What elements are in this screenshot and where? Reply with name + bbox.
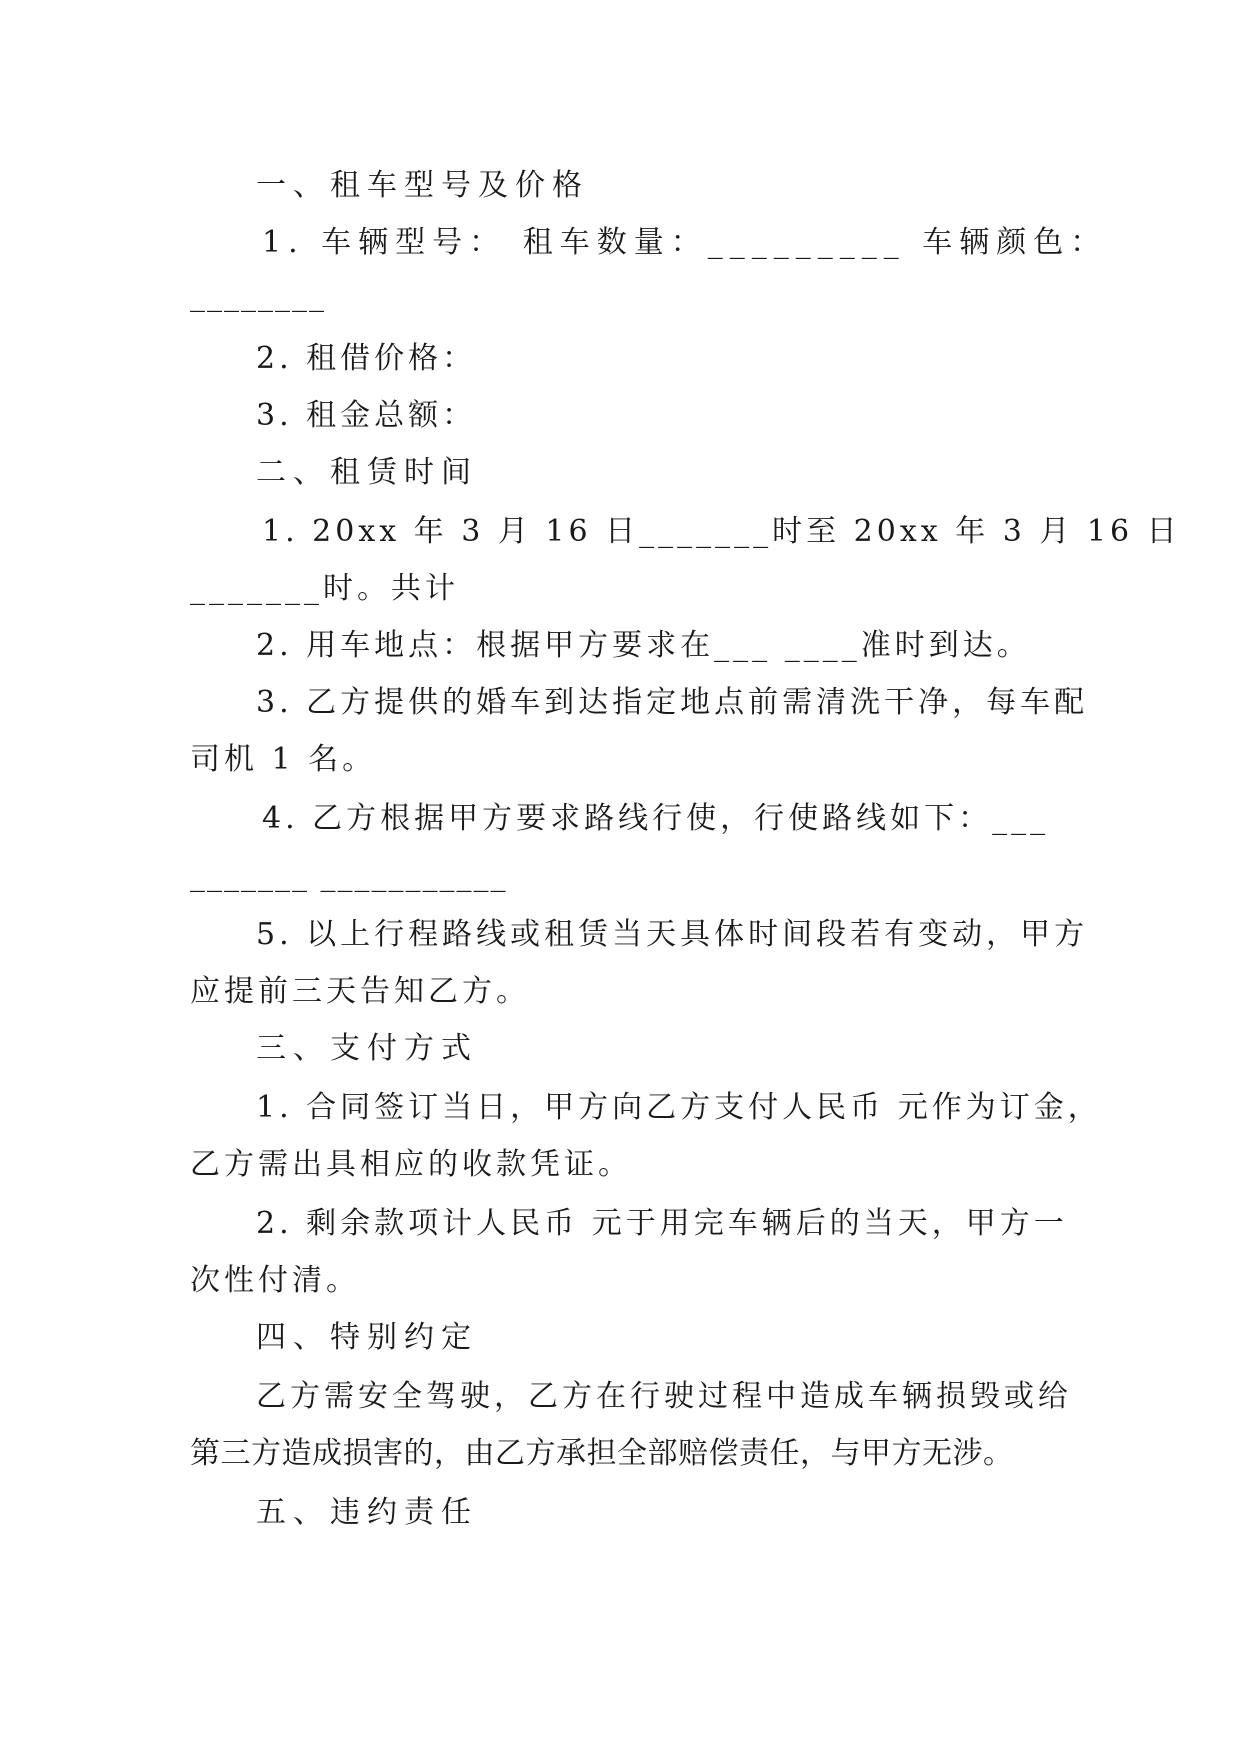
- section-heading-3: 三、支付方式: [256, 1031, 478, 1066]
- paragraph-line: 3. 租金总额：: [256, 398, 477, 433]
- paragraph-line: 应提前三天告知乙方。: [190, 974, 530, 1009]
- paragraph-line: 2. 剩余款项计人民币 元于用完车辆后的当天，甲方一: [256, 1206, 1068, 1241]
- paragraph-line: 1. 合同签订当日，甲方向乙方支付人民币 元作为订金，: [256, 1090, 1102, 1125]
- paragraph-line: ________: [190, 278, 326, 313]
- paragraph-line: 乙方需安全驾驶，乙方在行驶过程中造成车辆损毁或给: [256, 1379, 1072, 1414]
- paragraph-line: _______ ___________: [190, 858, 508, 893]
- paragraph-line: 2. 租借价格：: [256, 341, 477, 376]
- paragraph-line: _______时。共计: [190, 571, 459, 606]
- section-heading-5: 五、违约责任: [256, 1495, 478, 1530]
- section-heading-4: 四、特别约定: [256, 1320, 478, 1355]
- paragraph-line: 乙方需出具相应的收款凭证。: [190, 1147, 632, 1182]
- paragraph-line: 次性付清。: [190, 1263, 360, 1298]
- paragraph-line: 5. 以上行程路线或租赁当天具体时间段若有变动，甲方: [256, 917, 1089, 952]
- section-heading-2: 二、租赁时间: [256, 455, 478, 490]
- paragraph-line: 4. 乙方根据甲方要求路线行使，行使路线如下：___: [262, 801, 1050, 836]
- paragraph-line: 1. 车辆型号： 租车数量：_________ 车辆颜色：: [262, 225, 1108, 260]
- paragraph-line: 1. 20xx 年 3 月 16 日_______时至 20xx 年 3 月 16 日: [262, 514, 1181, 549]
- section-heading-1: 一、租车型号及价格: [256, 168, 589, 203]
- paragraph-line: 3. 乙方提供的婚车到达指定地点前需清洗干净，每车配: [256, 685, 1089, 720]
- paragraph-line: 第三方造成损害的，由乙方承担全部赔偿责任，与甲方无涉。: [190, 1436, 1014, 1471]
- paragraph-line: 2. 用车地点：根据甲方要求在___ ____准时到达。: [256, 628, 1031, 663]
- paragraph-line: 司机 1 名。: [190, 742, 377, 777]
